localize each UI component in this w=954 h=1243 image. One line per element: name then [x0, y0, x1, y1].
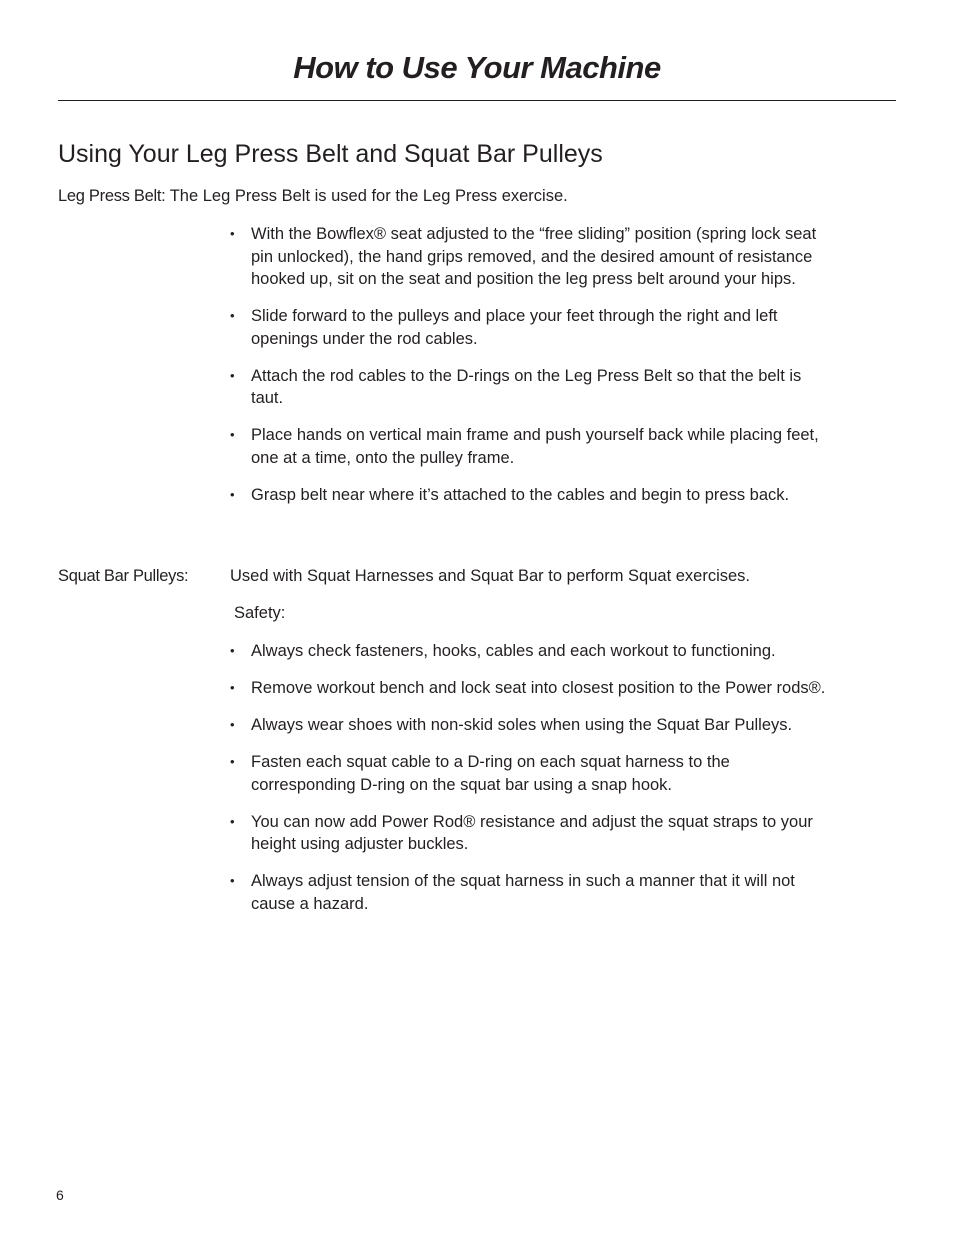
- safety-text: Remove workout bench and lock seat into closest position to the Power rods®.: [251, 679, 826, 697]
- list-item: [230, 677, 835, 700]
- page-header-title: How to Use Your Machine: [293, 50, 661, 85]
- page-number: 6: [56, 1187, 64, 1203]
- leg-press-belt-intro: [58, 187, 568, 206]
- safety-text: Always wear shoes with non-skid soles when using the Squat Bar Pulleys.: [251, 716, 793, 734]
- list-item: [230, 223, 835, 291]
- bullet-icon: •: [230, 486, 235, 502]
- step-text: Attach the rod cables to the D-rings on the Leg Press Belt so that the belt is taut.: [251, 366, 802, 407]
- bullet-icon: •: [230, 427, 235, 442]
- list-item: [230, 811, 835, 856]
- bullet-icon: •: [230, 226, 235, 241]
- list-item: [230, 640, 835, 663]
- list-item: [230, 714, 835, 737]
- bullet-icon: •: [230, 308, 235, 323]
- safety-text: Fasten each squat cable to a D-ring on each squat harness to the corresponding D-ring on the squat bar using a snap hook.: [251, 753, 730, 794]
- leg-press-belt-term: Leg Press Belt:: [58, 187, 166, 205]
- step-text: Grasp belt near where it’s attached to the cables and begin to press back.: [251, 485, 790, 504]
- safety-text: Always check fasteners, hooks, cables and each workout to functioning.: [251, 642, 776, 660]
- section-title: Using Your Leg Press Belt and Squat Bar Pulleys: [58, 140, 603, 168]
- bullet-icon: •: [230, 813, 235, 829]
- safety-text: Always adjust tension of the squat harness in such a manner that it will not cause a hazard.: [251, 872, 795, 913]
- header-divider: [58, 100, 896, 101]
- bullet-icon: •: [230, 717, 235, 732]
- list-item: [230, 484, 835, 507]
- step-text: Slide forward to the pulleys and place your feet through the right and left openings under the rod cables.: [251, 307, 778, 348]
- bullet-icon: •: [230, 643, 235, 658]
- squat-bar-pulleys-description: Used with Squat Harnesses and Squat Bar to perform Squat exercises.: [230, 567, 751, 585]
- squat-bar-pulleys-term: Squat Bar Pulleys:: [58, 567, 189, 585]
- step-text: With the Bowflex® seat adjusted to the “free sliding” position (spring lock seat pin unlocked), the hand grips removed, and the desired amount of resistance hooked up, sit on the seat and position the leg press belt around your hips.: [251, 225, 817, 288]
- bullet-icon: •: [230, 873, 235, 888]
- safety-list: [230, 640, 835, 930]
- leg-press-belt-description: The Leg Press Belt is used for the Leg Press exercise.: [169, 187, 568, 205]
- safety-label: Safety:: [234, 604, 286, 622]
- safety-text: You can now add Power Rod® resistance and adjust the squat straps to your height using adjuster buckles.: [251, 812, 813, 853]
- list-item: [230, 751, 835, 796]
- bullet-icon: •: [230, 754, 235, 769]
- list-item: [230, 424, 835, 469]
- bullet-icon: •: [230, 367, 235, 383]
- bullet-icon: •: [230, 680, 235, 695]
- leg-press-steps-list: [230, 223, 835, 521]
- step-text: Place hands on vertical main frame and push yourself back while placing feet, one at a time, onto the pulley frame.: [251, 426, 819, 467]
- list-item: [230, 870, 835, 915]
- list-item: [230, 305, 835, 350]
- list-item: [230, 365, 835, 410]
